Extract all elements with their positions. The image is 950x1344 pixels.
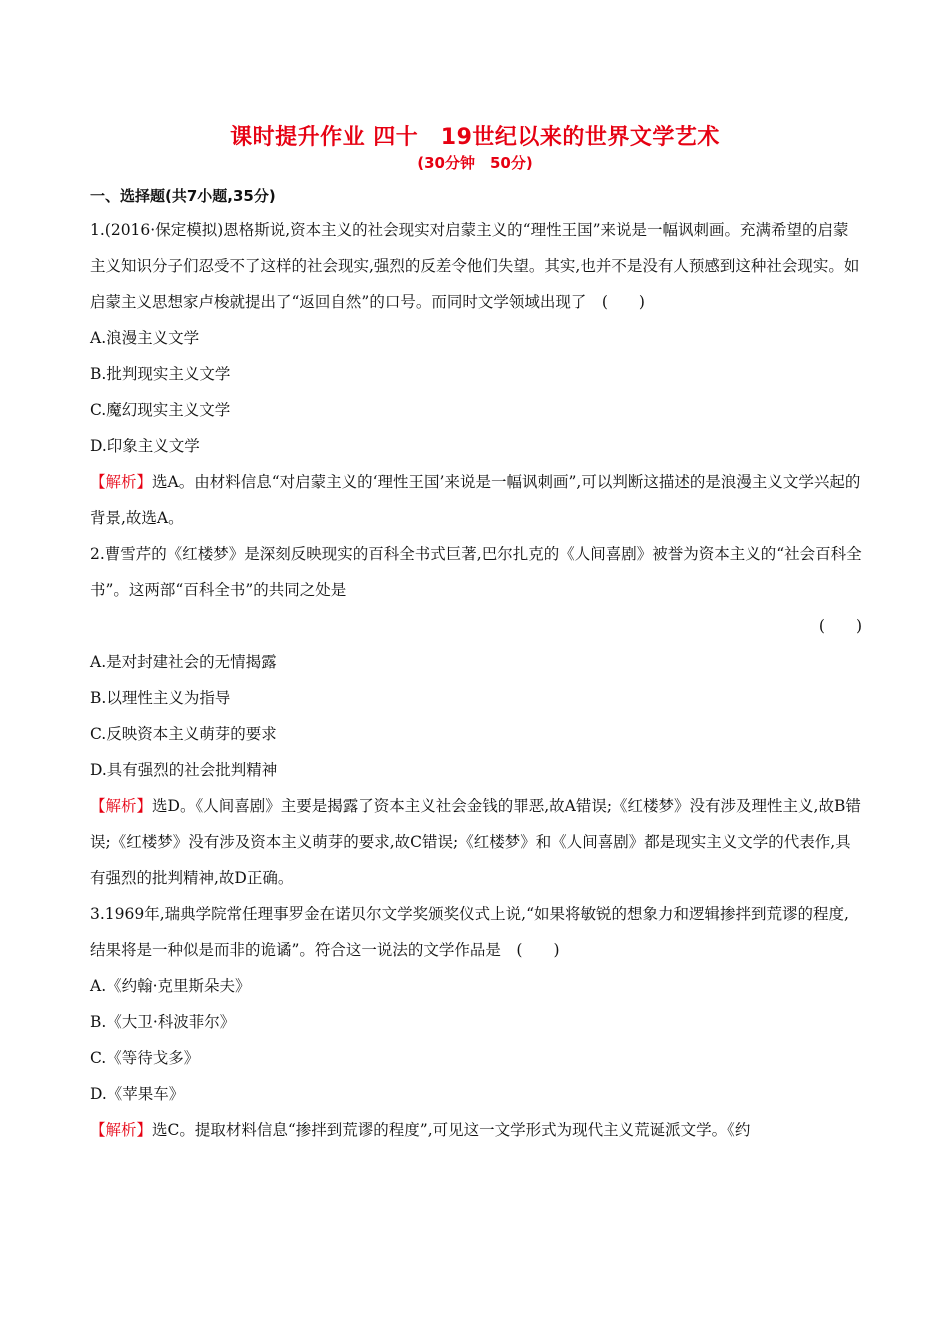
answer-text: 选D。《人间喜剧》主要是揭露了资本主义社会金钱的罪恶,故A错误;《红楼梦》没有涉及理性主义,故B错误;《红楼梦》没有涉及资本主义萌芽的要求,故C错误;《红楼梦》和《人间喜剧》都是现实主义文学的代表作,具有强烈的批判精神,故D正确。 [90, 797, 861, 887]
page-subtitle: (30分钟 50分) [417, 154, 533, 172]
question-3 [90, 896, 862, 1148]
option-a: A.浪漫主义文学 [90, 329, 200, 347]
question-stem: 3.1969年,瑞典学院常任理事罗金在诺贝尔文学奖颁奖仪式上说,“如果将敏锐的想象力和逻辑掺拌到荒谬的程度,结果将是一种似是而非的诡谲”。符合这一说法的文学作品是 ( ) [90, 905, 849, 959]
option-a: A.是对封建社会的无情揭露 [90, 653, 277, 671]
option-b: B.以理性主义为指导 [90, 689, 231, 707]
answer-explanation [90, 788, 862, 896]
option-d: D.印象主义文学 [90, 437, 200, 455]
option-c: C.反映资本主义萌芽的要求 [90, 725, 277, 743]
section-heading: 一、选择题(共7小题,35分) [90, 187, 276, 205]
option-b: B.批判现实主义文学 [90, 365, 231, 383]
answer-text: 选A。由材料信息“对启蒙主义的‘理性王国’来说是一幅讽刺画”,可以判断这描述的是浪漫主义文学兴起的背景,故选A。 [90, 473, 861, 527]
answer-tag: 【解析】 [90, 797, 153, 815]
question-1 [90, 212, 862, 536]
answer-tag: 【解析】 [90, 473, 153, 491]
option-d: D.具有强烈的社会批判精神 [90, 761, 278, 779]
question-list [90, 212, 862, 1148]
page-title: 课时提升作业 四十 19世纪以来的世界文学艺术 [230, 125, 720, 150]
question-stem: 1.(2016·保定模拟)恩格斯说,资本主义的社会现实对启蒙主义的“理性王国”来说是一幅讽刺画。充满希望的启蒙主义知识分子们忍受不了这样的社会现实,强烈的反差令他们失望。其实,也并不是没有人预感到这种社会现实。如启蒙主义思想家卢梭就提出了“返回自然”的口号。而同时文学领域出现了 ( ) [90, 221, 860, 311]
answer-text: 选C。提取材料信息“掺拌到荒谬的程度”,可见这一文学形式为现代主义荒诞派文学。《约 [152, 1121, 751, 1139]
answer-explanation [90, 464, 862, 536]
option-c: C.《等待戈多》 [90, 1049, 200, 1067]
option-a: A.《约翰·克里斯朵夫》 [90, 977, 251, 995]
question-stem: 2.曹雪芹的《红楼梦》是深刻反映现实的百科全书式巨著,巴尔扎克的《人间喜剧》被誉为资本主义的“社会百科全书”。这两部“百科全书”的共同之处是 [90, 545, 862, 599]
answer-parentheses: ( ) [818, 617, 862, 635]
option-c: C.魔幻现实主义文学 [90, 401, 231, 419]
option-d: D.《苹果车》 [90, 1085, 185, 1103]
answer-tag: 【解析】 [90, 1121, 153, 1139]
answer-explanation [90, 1112, 862, 1148]
question-2 [90, 536, 862, 896]
option-b: B.《大卫·科波菲尔》 [90, 1013, 236, 1031]
